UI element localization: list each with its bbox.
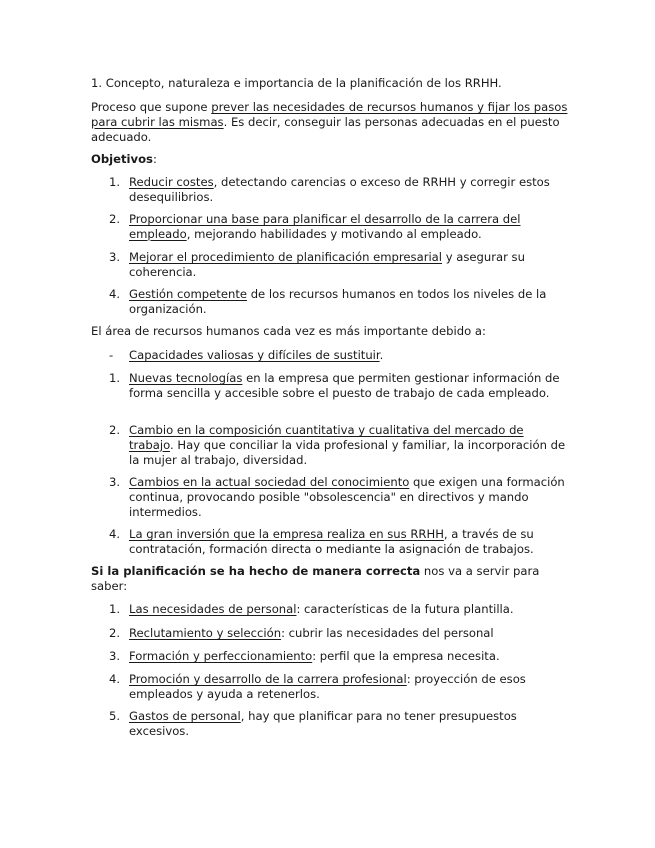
list-item-text <box>129 626 569 641</box>
list-item-underlined: Reducir costes <box>129 175 214 189</box>
list-item-rest: en la empresa que permiten gestionar información de forma sencilla y accesible sobre el puesto de trabajo de cada empleado. <box>129 371 560 400</box>
list-marker: 1. <box>109 371 121 385</box>
list-marker: 2. <box>109 212 121 226</box>
list-item-text <box>129 602 569 617</box>
list-item-underlined: Cambio en la composición cuantitativa y cualitativa del mercado de trabajo <box>129 423 524 452</box>
list-item-text <box>129 287 569 317</box>
list-item-text <box>129 527 569 557</box>
list-item-rest: : proyección de esos empleados y ayuda a retenerlos. <box>129 672 526 701</box>
list-item-rest: : características de la futura plantilla. <box>296 602 514 616</box>
list-item-underlined: Cambios en la actual sociedad del conocimiento <box>129 475 410 489</box>
list-item-underlined: Proporcionar una base para planificar el desarrollo de la carrera del empleado <box>129 212 521 241</box>
list-item-text <box>129 371 569 401</box>
list-item-text <box>129 672 569 702</box>
list-marker: 3. <box>109 649 121 663</box>
list-marker: 1. <box>109 175 121 189</box>
list-marker: 4. <box>109 527 121 541</box>
list-marker: 5. <box>109 709 121 723</box>
list-item-text <box>129 175 569 205</box>
list-item-text <box>129 212 569 242</box>
list-item-underlined: Capacidades valiosas y difíciles de sustituir <box>129 348 380 362</box>
list-item-underlined: Formación y perfeccionamiento <box>129 649 313 663</box>
list-item-rest: : cubrir las necesidades del personal <box>281 626 494 640</box>
list-item-rest: , hay que planificar para no tener presupuestos excesivos. <box>129 709 517 738</box>
intro-paragraph <box>91 100 569 144</box>
list-marker: 2. <box>109 423 121 437</box>
list-item-underlined: Reclutamiento y selección <box>129 626 282 640</box>
objetivos-label: Objetivos <box>91 152 153 166</box>
intro-pre: Proceso que supone <box>91 100 212 114</box>
planificacion-paragraph <box>91 564 569 594</box>
list-item-text <box>129 423 569 467</box>
list-item-text <box>129 649 569 664</box>
list-item-underlined: Gastos de personal <box>129 709 241 723</box>
objetivos-colon: : <box>152 152 157 166</box>
list-item-rest: . Hay que conciliar la vida profesional y familiar, la incorporación de la mujer al trabajo, diversidad. <box>129 437 566 467</box>
list-item-rest: , mejorando habilidades y motivando al empleado. <box>186 226 482 241</box>
list-marker: - <box>109 348 114 362</box>
list-marker: 4. <box>109 287 121 301</box>
list-item-rest: , a través de su contratación, formación directa o mediante la asignación de trabajos. <box>129 527 534 556</box>
section-heading: 1. Concepto, naturaleza e importancia de la planificación de los RRHH. <box>91 76 502 90</box>
list-marker: 2. <box>109 626 121 640</box>
intro-underlined: prever las necesidades de recursos humanos y fijar los pasos para cubrir las mismas <box>91 100 568 129</box>
list-item-text <box>129 709 569 739</box>
list-item-text <box>129 348 569 363</box>
intro-post: . Es decir, conseguir las personas adecuadas en el puesto adecuado. <box>91 114 560 144</box>
list-item-underlined: Las necesidades de personal <box>129 602 297 616</box>
area-intro-paragraph: El área de recursos humanos cada vez es más importante debido a: <box>91 324 486 338</box>
list-item-text <box>129 475 569 519</box>
list-marker: 4. <box>109 672 121 686</box>
list-item-rest: . <box>379 348 384 362</box>
planificacion-rest: nos va a servir para saber: <box>91 564 540 593</box>
list-item-underlined: Gestión competente <box>129 287 248 301</box>
list-item-rest: y asegurar su coherencia. <box>129 250 525 279</box>
list-marker: 1. <box>109 602 121 616</box>
list-marker: 3. <box>109 250 121 264</box>
planificacion-bold: Si la planificación se ha hecho de manera correcta <box>91 564 421 578</box>
list-item-rest: que exigen una formación continua, provocando posible "obsolescencia" en directivos y mando intermedios. <box>129 475 565 519</box>
list-item-rest: de los recursos humanos en todos los niveles de la organización. <box>129 287 547 316</box>
list-item-rest: : perfil que la empresa necesita. <box>312 649 500 663</box>
list-item-text <box>129 250 569 280</box>
list-item-underlined: La gran inversión que la empresa realiza en sus RRHH <box>129 527 444 541</box>
list-item-rest: , detectando carencias o exceso de RRHH y corregir estos desequilibrios. <box>129 175 550 204</box>
list-item-underlined: Promoción y desarrollo de la carrera profesional <box>129 672 407 686</box>
list-item-underlined: Nuevas tecnologías <box>129 371 243 385</box>
list-item-underlined: Mejorar el procedimiento de planificación empresarial <box>129 250 443 264</box>
objetivos-heading <box>91 152 569 167</box>
list-marker: 3. <box>109 475 121 489</box>
